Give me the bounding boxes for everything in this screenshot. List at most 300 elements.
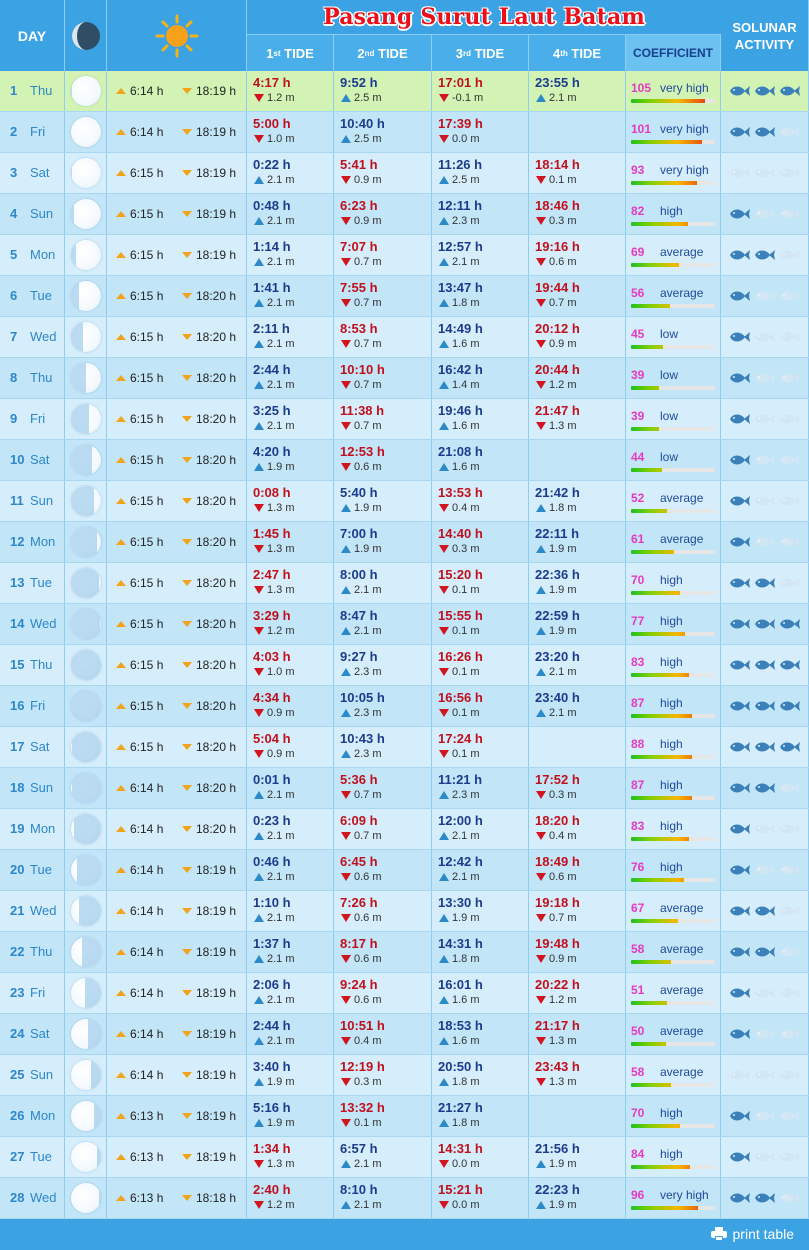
solunar-cell [721, 1096, 809, 1136]
coefficient-bar [631, 632, 715, 636]
tide-cell [334, 1178, 432, 1218]
falling-tide-icon [341, 1119, 351, 1127]
sunrise [116, 699, 163, 713]
fish-icon [779, 863, 801, 877]
tide-cell-empty [529, 1096, 626, 1136]
tide-cell [247, 440, 334, 480]
tide-height: 0.9 m [549, 338, 577, 350]
sunrise-arrow-icon [116, 375, 126, 381]
day-number: 12 [10, 534, 25, 549]
falling-tide-icon [341, 955, 351, 963]
falling-tide-icon [341, 299, 351, 307]
sunset-arrow-icon [182, 211, 192, 217]
rising-tide-icon [439, 463, 449, 471]
fish-icon [754, 1150, 776, 1164]
tide-cell [334, 112, 432, 152]
coefficient-cell [626, 768, 721, 808]
tide-time: 1:37 h [253, 936, 291, 951]
tide-height: 0.0 m [452, 133, 480, 145]
tide-cell [334, 1014, 432, 1054]
moon-phase-icon [71, 732, 101, 762]
sun-cell [107, 440, 247, 480]
coefficient-bar [631, 755, 715, 759]
tide-height: 2.1 m [267, 953, 295, 965]
rising-tide-icon [341, 504, 351, 512]
sunset-time: 18:19 h [196, 945, 237, 959]
sunrise [116, 1150, 163, 1164]
fish-icon [779, 494, 801, 508]
coefficient-cell [626, 1137, 721, 1177]
coefficient-label: low [660, 327, 679, 341]
sunset-arrow-icon [182, 1113, 192, 1119]
coefficient-value: 58 [631, 942, 645, 956]
fish-icon [754, 1191, 776, 1205]
tide-time: 18:20 h [535, 813, 580, 828]
rising-tide-icon [439, 1119, 449, 1127]
sunrise [116, 1109, 163, 1123]
tide-time: 10:51 h [340, 1018, 385, 1033]
sunset [182, 740, 236, 754]
fish-icon [779, 699, 801, 713]
fish-icon [729, 658, 751, 672]
coefficient-label: average [660, 286, 704, 300]
moon-phase-icon [71, 363, 101, 393]
solunar-cell [721, 686, 809, 726]
table-row [0, 399, 809, 440]
coefficient-bar [631, 222, 715, 226]
sunset [182, 125, 236, 139]
sun-column-header [107, 0, 247, 71]
tide-time: 12:57 h [438, 239, 483, 254]
day-number: 15 [10, 657, 25, 672]
tide-height: 1.9 m [354, 502, 382, 514]
coefficient-bar [631, 509, 715, 513]
sun-cell [107, 358, 247, 398]
tide-cell [247, 1178, 334, 1218]
tide-time: 22:23 h [535, 1182, 580, 1197]
tide-cell [432, 645, 529, 685]
tide-height: 1.2 m [549, 379, 577, 391]
coefficient-cell [626, 317, 721, 357]
rising-tide-icon [254, 463, 264, 471]
moon-cell [65, 768, 107, 808]
day-number: 17 [10, 739, 25, 754]
tide-cell [432, 809, 529, 849]
falling-tide-icon [536, 176, 546, 184]
tide-rows [0, 71, 809, 1219]
sunset-arrow-icon [182, 416, 192, 422]
day-number: 10 [10, 452, 25, 467]
tide-cell [432, 1014, 529, 1054]
falling-tide-icon [341, 463, 351, 471]
sunrise-arrow-icon [116, 1154, 126, 1160]
moon-cell [65, 1137, 107, 1177]
sunrise-arrow-icon [116, 621, 126, 627]
tide-height: 0.4 m [354, 1035, 382, 1047]
sun-cell [107, 522, 247, 562]
tide-height: 0.6 m [354, 461, 382, 473]
table-row [0, 563, 809, 604]
table-row [0, 645, 809, 686]
tide-time: 4:17 h [253, 75, 291, 90]
tide-height: 0.4 m [452, 502, 480, 514]
solunar-cell [721, 112, 809, 152]
sunrise [116, 412, 163, 426]
day-cell [0, 71, 65, 111]
sunrise-arrow-icon [116, 703, 126, 709]
moon-column-header [65, 0, 107, 71]
day-cell [0, 235, 65, 275]
tide-time: 17:52 h [535, 772, 580, 787]
sun-cell [107, 194, 247, 234]
tide-time: 0:22 h [253, 157, 291, 172]
tide-time: 10:43 h [340, 731, 385, 746]
tide-time: 2:44 h [253, 1018, 291, 1033]
coefficient-bar [631, 796, 715, 800]
tide-height: 0.7 m [354, 297, 382, 309]
table-header [0, 0, 809, 71]
coefficient-label: average [660, 942, 704, 956]
day-number: 20 [10, 862, 25, 877]
solunar-cell [721, 891, 809, 931]
coefficient-value: 87 [631, 696, 645, 710]
moon-cell [65, 973, 107, 1013]
fish-icon [779, 1027, 801, 1041]
tide-height: 1.8 m [452, 1076, 480, 1088]
sunrise [116, 576, 163, 590]
sunset-time: 18:20 h [196, 781, 237, 795]
moon-phase-icon [71, 404, 101, 434]
coefficient-cell [626, 727, 721, 767]
tide-cell [432, 276, 529, 316]
day-name: Sun [30, 206, 54, 221]
sunset [182, 207, 236, 221]
sunrise-arrow-icon [116, 252, 126, 258]
coefficient-value: 50 [631, 1024, 645, 1038]
sun-cell [107, 809, 247, 849]
sunset-time: 18:20 h [196, 289, 237, 303]
fish-icon [779, 1191, 801, 1205]
page-title: Pasang Surut Laut Batam [323, 4, 645, 30]
coefficient-label: average [660, 491, 704, 505]
tide-height: 0.7 m [354, 338, 382, 350]
coefficient-bar-fill [631, 591, 680, 595]
coefficient-bar-fill [631, 222, 688, 226]
sunrise-time: 6:14 h [130, 1027, 164, 1041]
rising-tide-icon [341, 135, 351, 143]
tide-cell [334, 932, 432, 972]
tide-height: 1.6 m [452, 420, 480, 432]
coefficient-label: high [660, 573, 683, 587]
fish-icon [754, 412, 776, 426]
print-table-label: print table [732, 1226, 794, 1242]
tide-time: 1:34 h [253, 1141, 291, 1156]
table-row [0, 276, 809, 317]
printer-icon [711, 1227, 727, 1241]
tide-cell [247, 1055, 334, 1095]
fish-icon [754, 822, 776, 836]
tide-cell [432, 686, 529, 726]
tide-height: 0.1 m [452, 625, 480, 637]
sunrise [116, 781, 163, 795]
sunrise [116, 166, 163, 180]
tide-height: 1.9 m [549, 1158, 577, 1170]
day-cell [0, 1055, 65, 1095]
sunset-arrow-icon [182, 129, 192, 135]
coefficient-cell [626, 1014, 721, 1054]
tide-cell [432, 1055, 529, 1095]
tide-cell [334, 973, 432, 1013]
sunset [182, 617, 236, 631]
tide-height: 1.9 m [267, 1076, 295, 1088]
coefficient-cell [626, 358, 721, 398]
coefficient-cell [626, 71, 721, 111]
coefficient-bar [631, 1001, 715, 1005]
day-name: Thu [30, 370, 53, 385]
fish-icon [754, 986, 776, 1000]
coefficient-cell [626, 1178, 721, 1218]
moon-phase-icon [71, 527, 101, 557]
solunar-cell [721, 727, 809, 767]
coefficient-cell [626, 153, 721, 193]
tide-time: 1:41 h [253, 280, 291, 295]
coefficient-bar-fill [631, 427, 659, 431]
tide-cell [432, 522, 529, 562]
coefficient-cell [626, 1055, 721, 1095]
tide-cell [432, 440, 529, 480]
rising-tide-icon [341, 709, 351, 717]
rising-tide-icon [341, 627, 351, 635]
table-row [0, 809, 809, 850]
tide-height: 2.1 m [267, 912, 295, 924]
tide-cell [432, 1178, 529, 1218]
day-cell [0, 399, 65, 439]
moon-phase-icon [71, 158, 101, 188]
tide-cell [247, 850, 334, 890]
table-row [0, 727, 809, 768]
fish-icon [779, 658, 801, 672]
day-number: 4 [10, 206, 18, 221]
coefficient-value: 44 [631, 450, 645, 464]
coefficient-label: high [660, 1106, 683, 1120]
coefficient-value: 39 [631, 409, 645, 423]
fish-icon [729, 1109, 751, 1123]
moon-cell [65, 563, 107, 603]
sunrise-time: 6:14 h [130, 986, 164, 1000]
tide-height: 0.4 m [549, 830, 577, 842]
day-cell [0, 768, 65, 808]
fish-icon [754, 945, 776, 959]
sunset-time: 18:20 h [196, 371, 237, 385]
day-cell [0, 1096, 65, 1136]
rising-tide-icon [254, 422, 264, 430]
day-number: 23 [10, 985, 25, 1000]
table-row [0, 153, 809, 194]
tide-time: 10:10 h [340, 362, 385, 377]
falling-tide-icon [341, 1037, 351, 1045]
tide-height: 2.3 m [354, 748, 382, 760]
sunset-arrow-icon [182, 867, 192, 873]
falling-tide-icon [439, 94, 449, 102]
tide-time: 10:05 h [340, 690, 385, 705]
tide-cell [334, 522, 432, 562]
fish-icon [754, 494, 776, 508]
sunrise [116, 1027, 163, 1041]
rising-tide-icon [536, 709, 546, 717]
sunrise-time: 6:15 h [130, 371, 164, 385]
tide-cell [247, 604, 334, 644]
sun-cell [107, 1137, 247, 1177]
falling-tide-icon [439, 1201, 449, 1209]
tide-time: 19:48 h [535, 936, 580, 951]
sunset-time: 18:20 h [196, 535, 237, 549]
coefficient-label: average [660, 901, 704, 915]
tide-cell [334, 850, 432, 890]
tide-time: 13:30 h [438, 895, 483, 910]
fish-icon [729, 986, 751, 1000]
sunrise-arrow-icon [116, 170, 126, 176]
day-number: 3 [10, 165, 18, 180]
table-row [0, 522, 809, 563]
moon-cell [65, 809, 107, 849]
coefficient-label: very high [660, 163, 709, 177]
solunar-cell [721, 645, 809, 685]
tide-time: 3:25 h [253, 403, 291, 418]
table-row [0, 358, 809, 399]
day-cell [0, 317, 65, 357]
tide-cell [247, 1137, 334, 1177]
tide-cell [247, 112, 334, 152]
solunar-cell [721, 440, 809, 480]
fish-icon [729, 781, 751, 795]
day-name: Tue [30, 1149, 52, 1164]
coefficient-bar-fill [631, 1042, 666, 1046]
coefficient-header: COEFFICIENT [626, 34, 721, 71]
moon-cell [65, 71, 107, 111]
tide-cell [334, 71, 432, 111]
falling-tide-icon [439, 135, 449, 143]
day-cell [0, 481, 65, 521]
falling-tide-icon [254, 586, 264, 594]
tide4-word: TIDE [571, 45, 602, 61]
tide-cell [334, 768, 432, 808]
coefficient-label: very high [660, 122, 709, 136]
tide-cell [334, 153, 432, 193]
print-table-button[interactable] [711, 1226, 794, 1242]
tide-cell [432, 563, 529, 603]
rising-tide-icon [254, 996, 264, 1004]
day-cell [0, 194, 65, 234]
moon-phase-icon [71, 240, 101, 270]
rising-tide-icon [254, 340, 264, 348]
coefficient-bar-fill [631, 99, 705, 103]
coefficient-bar [631, 919, 715, 923]
tide-time: 18:49 h [535, 854, 580, 869]
tide-time: 7:55 h [340, 280, 378, 295]
sunrise-arrow-icon [116, 990, 126, 996]
falling-tide-icon [536, 791, 546, 799]
sunrise-time: 6:13 h [130, 1109, 164, 1123]
moon-phase-icon [71, 814, 101, 844]
sunrise-time: 6:15 h [130, 576, 164, 590]
coefficient-cell [626, 563, 721, 603]
tide-height: 1.8 m [549, 502, 577, 514]
sunrise-time: 6:15 h [130, 289, 164, 303]
tide-cell [334, 1055, 432, 1095]
coefficient-cell [626, 604, 721, 644]
sunset [182, 535, 236, 549]
coefficient-value: 39 [631, 368, 645, 382]
table-row [0, 891, 809, 932]
tide-cell [334, 235, 432, 275]
moon-phase-icon [71, 1183, 101, 1213]
tide-height: -0.1 m [452, 92, 484, 104]
tide-cell [432, 194, 529, 234]
sunrise-time: 6:15 h [130, 699, 164, 713]
sunset [182, 289, 236, 303]
tide-height: 0.9 m [354, 215, 382, 227]
sunset-time: 18:20 h [196, 699, 237, 713]
sunset-arrow-icon [182, 1195, 192, 1201]
tide-time: 22:59 h [535, 608, 580, 623]
tide-height: 2.3 m [452, 789, 480, 801]
day-number: 21 [10, 903, 25, 918]
coefficient-bar-fill [631, 1083, 671, 1087]
coefficient-value: 83 [631, 655, 645, 669]
tide-cell [247, 276, 334, 316]
sun-cell [107, 932, 247, 972]
sunset-time: 18:19 h [196, 207, 237, 221]
fish-icon [729, 371, 751, 385]
tide-cell [432, 973, 529, 1013]
tide-time: 5:04 h [253, 731, 291, 746]
sunset-arrow-icon [182, 580, 192, 586]
rising-tide-icon [439, 1037, 449, 1045]
coefficient-bar [631, 1206, 715, 1210]
tide-time: 21:42 h [535, 485, 580, 500]
sunset-time: 18:19 h [196, 1068, 237, 1082]
rising-tide-icon [341, 545, 351, 553]
coefficient-value: 88 [631, 737, 645, 751]
sunrise-time: 6:13 h [130, 1150, 164, 1164]
solunar-cell [721, 522, 809, 562]
coefficient-bar [631, 468, 715, 472]
tide-cell [529, 1014, 626, 1054]
table-row [0, 1178, 809, 1219]
coefficient-bar [631, 550, 715, 554]
tide1-word: TIDE [284, 45, 314, 61]
fish-icon [779, 330, 801, 344]
day-name: Fri [30, 698, 46, 713]
coefficient-value: 82 [631, 204, 645, 218]
sunrise [116, 945, 163, 959]
moon-cell [65, 1096, 107, 1136]
falling-tide-icon [439, 504, 449, 512]
fish-icon [754, 535, 776, 549]
day-number: 22 [10, 944, 25, 959]
coefficient-bar [631, 304, 715, 308]
sunrise [116, 617, 163, 631]
tide-cell-empty [529, 727, 626, 767]
coefficient-value: 52 [631, 491, 645, 505]
sunrise-time: 6:14 h [130, 945, 164, 959]
solunar-cell [721, 604, 809, 644]
tide-cell [529, 1055, 626, 1095]
tide-time: 12:00 h [438, 813, 483, 828]
moon-cell [65, 112, 107, 152]
rising-tide-icon [341, 1201, 351, 1209]
tide-cell [334, 276, 432, 316]
